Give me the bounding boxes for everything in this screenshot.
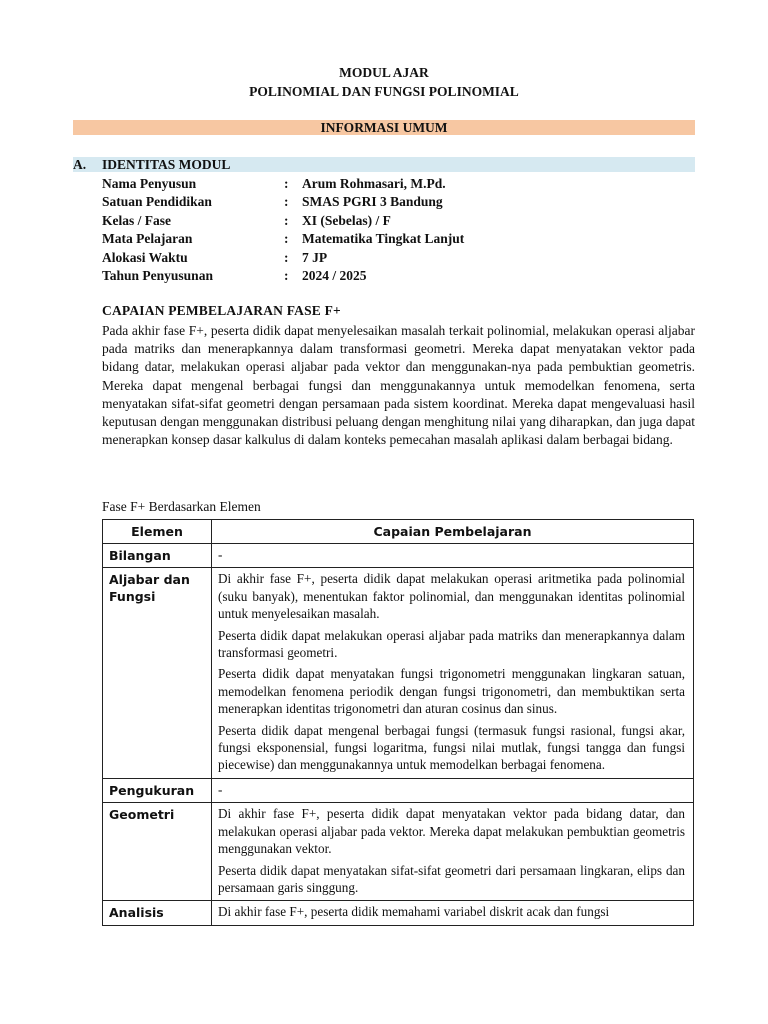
- identitas-row: [102, 193, 702, 211]
- capaian-text: Peserta didik dapat menyatakan fungsi trigonometri menggunakan lingkaran satuan, memodelkan fenomena periodik dengan fungsi trigonometri, dan membuktikan serta menerapkan identitas trigonometri dan aturan cosinus dan sinus.: [218, 666, 685, 717]
- capaian-text: Di akhir fase F+, peserta didik memahami variabel diskrit acak dan fungsi: [218, 904, 610, 920]
- identitas-label: Tahun Penyusunan: [102, 267, 213, 283]
- identitas-separator: :: [284, 249, 289, 265]
- identitas-row: [102, 212, 702, 230]
- identitas-row: [102, 175, 702, 193]
- capaian-text: Di akhir fase F+, peserta didik dapat menyatakan vektor pada bidang datar, dan melakukan operasi aljabar pada vektor. Mereka dapat melakukan pembuktian geometris menggunakan vektor.: [218, 806, 685, 857]
- capaian-text: Peserta didik dapat mengenal berbagai fungsi (termasuk fungsi rasional, fungsi akar, fungsi eksponensial, fungsi logaritma, fungsi nilai mutlak, fungsi tangga dan fungsi piecewise) dan menggunakannya untuk memodelkan berbagai fenomena.: [218, 722, 685, 773]
- elemen-table: [102, 519, 694, 926]
- identitas-separator: :: [284, 212, 289, 228]
- capaian-cell: [212, 901, 694, 925]
- identitas-value: Arum Rohmasari, M.Pd.: [302, 176, 446, 191]
- identitas-label: Kelas / Fase: [102, 212, 171, 228]
- capaian-text: -: [218, 781, 223, 797]
- identitas-value: 7 JP: [302, 249, 328, 265]
- capaian-text: Peserta didik dapat menyatakan sifat-sifat geometri dari persamaan lingkaran, elips dan persamaan garis singgung.: [218, 862, 685, 895]
- module-title: MODUL AJAR: [339, 65, 429, 80]
- identitas-value: SMAS PGRI 3 Bandung: [302, 194, 443, 210]
- identitas-label: Alokasi Waktu: [102, 249, 188, 265]
- identitas-separator: :: [284, 231, 289, 247]
- identitas-row: [102, 230, 702, 248]
- identitas-value: 2024 / 2025: [302, 267, 367, 283]
- elemen-cell: Bilangan: [103, 544, 212, 568]
- table-row: [103, 803, 694, 901]
- elemen-cell: Geometri: [103, 803, 212, 901]
- module-subtitle: POLINOMIAL DAN FUNGSI POLINOMIAL: [249, 84, 519, 99]
- identitas-separator: :: [284, 194, 289, 210]
- identitas-row: [102, 249, 702, 267]
- header-elemen: Elemen: [103, 520, 212, 544]
- capaian-text: Di akhir fase F+, peserta didik dapat melakukan operasi aritmetika pada polinomial (suku banyak), menentukan faktor polinomial, dan menggunakan identitas polinomial untuk menyelesaikan masalah.: [218, 571, 685, 622]
- capaian-cell: [212, 568, 694, 778]
- capaian-cell: [212, 544, 694, 568]
- table-row: [103, 901, 694, 925]
- table-row: [103, 778, 694, 802]
- identitas-separator: :: [284, 267, 289, 283]
- identitas-label: Nama Penyusun: [102, 176, 197, 191]
- table-row: [103, 568, 694, 778]
- table-row: [103, 544, 694, 568]
- elemen-cell: Pengukuran: [103, 778, 212, 802]
- informasi-umum-band: INFORMASI UMUM: [73, 120, 695, 135]
- identitas-label: Mata Pelajaran: [102, 231, 193, 247]
- identitas-label: Satuan Pendidikan: [102, 194, 212, 210]
- capaian-cell: [212, 778, 694, 802]
- capaian-text: Peserta didik dapat melakukan operasi aljabar pada matriks dan menerapkannya dalam transformasi geometri.: [218, 627, 685, 661]
- elemen-cell: Aljabar dan Fungsi: [103, 568, 212, 778]
- identitas-row: [102, 267, 702, 285]
- table-caption: Fase F+ Berdasarkan Elemen: [102, 499, 261, 514]
- identitas-value: Matematika Tingkat Lanjut: [302, 231, 465, 247]
- section-title: IDENTITAS MODUL: [102, 157, 231, 172]
- capaian-cell: [212, 803, 694, 901]
- capaian-paragraph: Pada akhir fase F+, peserta didik dapat menyelesaikan masalah terkait polinomial, melakukan operasi aljabar pada matriks dan menerapkannya dalam transformasi geometri. Mereka dapat menyatakan vektor pada bidang datar, melakukan operasi aljabar pada vektor dan menggunakan-nya pada pembuktian geometris. Mereka dapat mengenal berbagai fungsi dan menggunakannya untuk memodelkan fenomena, serta menyatakan sifat-sifat geometri dengan persamaan pada sistem koordinat. Mereka dapat mengevaluasi hasil keputusan dengan menggunakan distribusi peluang dengan menghitung nilai yang diharapkan, dan juga dapat menerapkan konsep dasar kalkulus di dalam konteks pemecahan masalah aplikasi dalam berbagai bidang.: [102, 323, 695, 448]
- capaian-heading: CAPAIAN PEMBELAJARAN FASE F+: [102, 303, 341, 318]
- identitas-list: [102, 175, 702, 285]
- elemen-cell: Analisis: [103, 901, 212, 925]
- header-capaian: Capaian Pembelajaran: [212, 520, 694, 544]
- capaian-text: -: [218, 547, 223, 562]
- identitas-value: XI (Sebelas) / F: [302, 212, 391, 228]
- section-number: A.: [73, 157, 87, 172]
- table-header-row: [103, 520, 694, 544]
- identitas-separator: :: [284, 176, 289, 191]
